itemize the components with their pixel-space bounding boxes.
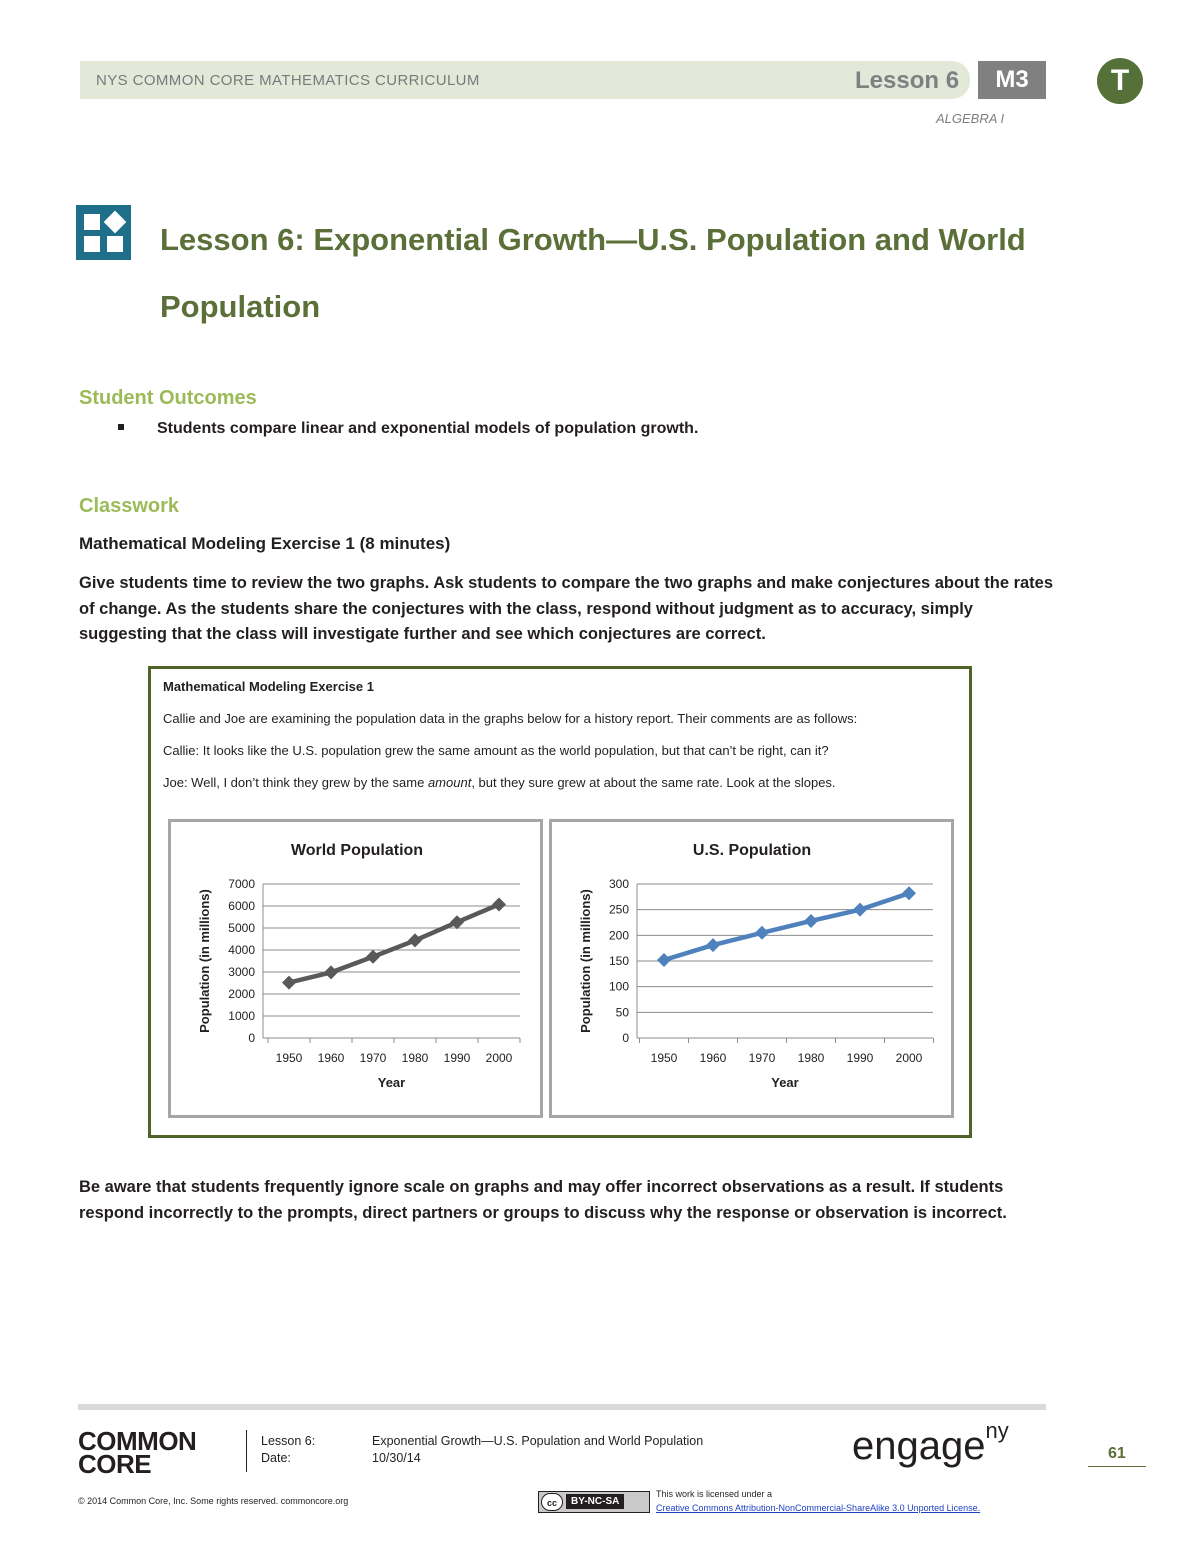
license-badge[interactable] (538, 1491, 650, 1513)
chart-title: World Population (290, 842, 424, 859)
x-tick-label: 1970 (359, 1051, 387, 1065)
x-tick-label: 1950 (275, 1051, 303, 1065)
y-axis-title: Population (in millions) (578, 889, 593, 1033)
y-tick-label: 50 (615, 1005, 629, 1020)
footer-lesson-label: Lesson 6: (261, 1434, 316, 1448)
world-population-chart (171, 822, 540, 1115)
exercise-intro: Callie and Joe are examining the population data in the graphs below for a history report. Their comments are as follows: (163, 711, 858, 726)
data-point (408, 933, 422, 947)
y-tick-label: 0 (622, 1031, 629, 1045)
outcomes-heading: Student Outcomes (79, 387, 257, 409)
y-tick-label: 2000 (228, 987, 255, 1001)
engage-text: engage (852, 1424, 986, 1468)
y-tick-label: 100 (608, 979, 629, 994)
x-tick-label: 1960 (317, 1051, 345, 1065)
callie-comment: Callie: It looks like the U.S. population grew the same amount as the world population, but that can’t be right, can it? (163, 743, 829, 758)
classwork-heading: Classwork (79, 495, 180, 517)
x-tick-label: 1950 (650, 1051, 678, 1065)
data-point (282, 976, 296, 990)
y-tick-label: 300 (608, 877, 629, 891)
joe-comment-emphasis: amount (427, 775, 472, 790)
engageny-logo (852, 1418, 1009, 1469)
title-line-2: Population (160, 289, 321, 324)
chart-title: U.S. Population (692, 842, 812, 859)
x-axis-title: Year (771, 1075, 799, 1090)
joe-comment-b: , but they sure grew at about the same rate. Look at the slopes. (471, 775, 836, 790)
x-tick-label: 1960 (699, 1051, 727, 1065)
license-link[interactable]: Creative Commons Attribution-NonCommercial-ShareAlike 3.0 Unported License. (656, 1503, 981, 1513)
world-population-chart-frame (168, 819, 543, 1118)
y-tick-label: 200 (608, 928, 629, 943)
x-tick-label: 2000 (895, 1051, 923, 1065)
footer-rule (78, 1404, 1046, 1410)
page-number-rule (1088, 1466, 1146, 1467)
data-point (366, 950, 380, 964)
exercise-heading: Mathematical Modeling Exercise 1 (8 minutes) (79, 534, 451, 553)
x-axis-title: Year (377, 1075, 406, 1090)
lesson-number: Lesson 6 (855, 67, 960, 94)
y-tick-label: 0 (248, 1031, 255, 1045)
license-badge-text: BY-NC-SA (566, 1494, 624, 1509)
y-tick-label: 3000 (228, 965, 255, 979)
x-tick-label: 1980 (797, 1051, 825, 1065)
x-tick-label: 1990 (846, 1051, 874, 1065)
us-population-chart-frame (549, 819, 954, 1118)
curriculum-name: NYS COMMON CORE MATHEMATICS CURRICULUM (96, 72, 480, 89)
copyright: © 2014 Common Core, Inc. Some rights reserved. commoncore.org (78, 1496, 349, 1506)
engage-sup: ny (985, 1418, 1009, 1443)
footer-date-value: 10/30/14 (372, 1451, 421, 1465)
y-tick-label: 150 (608, 954, 629, 968)
data-point (853, 903, 867, 917)
y-tick-label: 250 (608, 902, 629, 917)
page-number: 61 (1108, 1445, 1126, 1462)
series-line (664, 893, 909, 960)
data-point (324, 965, 338, 979)
us-population-chart (552, 822, 951, 1115)
footer-lesson-value: Exponential Growth—U.S. Population and World Population (372, 1434, 704, 1448)
module-tag: M3 (978, 61, 1046, 99)
y-tick-label: 4000 (228, 943, 255, 957)
data-point (804, 914, 818, 928)
teacher-badge: T (1097, 58, 1143, 104)
common-core-logo (78, 1426, 197, 1479)
joe-comment-a: Joe: Well, I don’t think they grew by the same (163, 775, 428, 790)
license-text: This work is licensed under a (656, 1489, 773, 1499)
footer-date-label: Date: (261, 1451, 291, 1465)
title-line-1: Lesson 6: Exponential Growth—U.S. Population and World (160, 222, 1026, 257)
cc-icon: cc (541, 1493, 563, 1511)
page-title (160, 206, 1060, 340)
data-point (706, 938, 720, 952)
closing-note: Be aware that students frequently ignore scale on graphs and may offer incorrect observations as a result. If students respond incorrectly to the prompts, direct partners or groups to discuss why the response or observation is incorrect. (79, 1178, 1007, 1222)
lesson-icon (76, 205, 131, 260)
data-point (492, 897, 506, 911)
course-name: ALGEBRA I (936, 111, 1005, 126)
exercise-title: Mathematical Modeling Exercise 1 (163, 679, 374, 694)
logo-line-1: COMMON (78, 1426, 197, 1456)
classwork-intro: Give students time to review the two graphs. Ask students to compare the two graphs and make conjectures about the rates of change. As the students share the conjectures with the class, respond without judgment as to accuracy, simply suggesting that the class will investigate further and see which conjectures are correct. (79, 574, 1054, 643)
y-tick-label: 1000 (228, 1009, 255, 1023)
footer-divider (246, 1430, 247, 1472)
x-tick-label: 2000 (485, 1051, 513, 1065)
x-tick-label: 1990 (443, 1051, 471, 1065)
x-tick-label: 1970 (748, 1051, 776, 1065)
y-tick-label: 5000 (228, 921, 255, 935)
data-point (657, 953, 671, 967)
y-tick-label: 7000 (228, 877, 255, 891)
data-point (450, 915, 464, 929)
y-axis-title: Population (in millions) (197, 889, 212, 1033)
logo-line-2: CORE (78, 1449, 152, 1479)
data-point (755, 926, 769, 940)
joe-comment (163, 775, 836, 790)
outcome-item: Students compare linear and exponential models of population growth. (157, 420, 699, 437)
series-line (289, 904, 499, 982)
x-tick-label: 1980 (401, 1051, 429, 1065)
y-tick-label: 6000 (228, 899, 255, 913)
data-point (902, 886, 916, 900)
bullet-icon (118, 424, 124, 430)
